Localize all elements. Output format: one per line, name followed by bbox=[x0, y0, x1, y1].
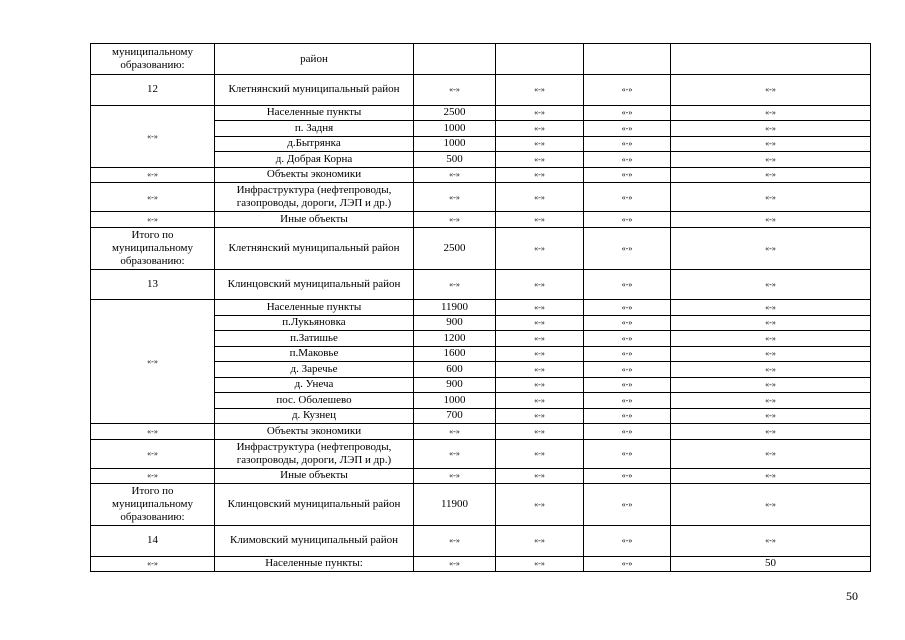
value-cell-1: «-» bbox=[414, 556, 496, 572]
row-number-cell: муниципальному образованию: bbox=[91, 44, 215, 75]
value-cell-1: «-» bbox=[414, 439, 496, 468]
value-cell-3: «-» bbox=[584, 377, 671, 393]
value-cell-3: «-» bbox=[584, 183, 671, 212]
row-number-cell: 12 bbox=[91, 75, 215, 106]
value-cell-3: «-» bbox=[584, 121, 671, 137]
value-cell-2: «-» bbox=[496, 315, 584, 331]
table-row bbox=[91, 424, 871, 440]
value-cell-1: 1200 bbox=[414, 331, 496, 347]
value-cell-3 bbox=[584, 44, 671, 75]
value-cell-3: «-» bbox=[584, 439, 671, 468]
value-cell-1: «-» bbox=[414, 183, 496, 212]
value-cell-4: «-» bbox=[671, 212, 871, 228]
value-cell-2: «-» bbox=[496, 468, 584, 484]
value-cell-4: «-» bbox=[671, 152, 871, 168]
object-name-cell: район bbox=[215, 44, 414, 75]
object-name-cell: Иные объекты bbox=[215, 212, 414, 228]
table-row bbox=[91, 227, 871, 269]
value-cell-2: «-» bbox=[496, 136, 584, 152]
table-row bbox=[91, 105, 871, 121]
table-row bbox=[91, 556, 871, 572]
object-name-cell: Клинцовский муниципальный район bbox=[215, 484, 414, 526]
value-cell-2: «-» bbox=[496, 556, 584, 572]
value-cell-4: «-» bbox=[671, 468, 871, 484]
value-cell-4: «-» bbox=[671, 484, 871, 526]
value-cell-1: «-» bbox=[414, 212, 496, 228]
value-cell-3: «-» bbox=[584, 300, 671, 316]
value-cell-2: «-» bbox=[496, 439, 584, 468]
object-name-cell: Населенные пункты bbox=[215, 300, 414, 316]
table-row bbox=[91, 44, 871, 75]
value-cell-1: 600 bbox=[414, 362, 496, 378]
object-name-cell: Климовский муниципальный район bbox=[215, 526, 414, 557]
value-cell-3: «-» bbox=[584, 227, 671, 269]
value-cell-1: 2500 bbox=[414, 105, 496, 121]
value-cell-1: 900 bbox=[414, 377, 496, 393]
value-cell-4: «-» bbox=[671, 331, 871, 347]
object-name-cell: Населенные пункты: bbox=[215, 556, 414, 572]
table-row bbox=[91, 484, 871, 526]
value-cell-2: «-» bbox=[496, 377, 584, 393]
row-number-cell: «-» bbox=[91, 468, 215, 484]
row-number-cell: «-» bbox=[91, 424, 215, 440]
object-name-cell: п.Лукьяновка bbox=[215, 315, 414, 331]
table-row bbox=[91, 439, 871, 468]
object-name-cell: д. Заречье bbox=[215, 362, 414, 378]
value-cell-3: «-» bbox=[584, 393, 671, 409]
value-cell-2: «-» bbox=[496, 152, 584, 168]
object-name-cell: пос. Оболешево bbox=[215, 393, 414, 409]
value-cell-3: «-» bbox=[584, 212, 671, 228]
value-cell-4: «-» bbox=[671, 346, 871, 362]
value-cell-4: 50 bbox=[671, 556, 871, 572]
value-cell-4: «-» bbox=[671, 136, 871, 152]
value-cell-4: «-» bbox=[671, 424, 871, 440]
value-cell-1: «-» bbox=[414, 75, 496, 106]
object-name-cell: Объекты экономики bbox=[215, 167, 414, 183]
value-cell-3: «-» bbox=[584, 75, 671, 106]
value-cell-3: «-» bbox=[584, 526, 671, 557]
row-number-cell: «-» bbox=[91, 439, 215, 468]
row-number-cell: «-» bbox=[91, 212, 215, 228]
value-cell-4: «-» bbox=[671, 105, 871, 121]
value-cell-2: «-» bbox=[496, 167, 584, 183]
value-cell-1: 900 bbox=[414, 315, 496, 331]
value-cell-2: «-» bbox=[496, 212, 584, 228]
value-cell-1: 500 bbox=[414, 152, 496, 168]
value-cell-2: «-» bbox=[496, 526, 584, 557]
value-cell-3: «-» bbox=[584, 408, 671, 424]
value-cell-1: 700 bbox=[414, 408, 496, 424]
value-cell-2: «-» bbox=[496, 75, 584, 106]
value-cell-2: «-» bbox=[496, 183, 584, 212]
object-name-cell: Клетнянский муниципальный район bbox=[215, 75, 414, 106]
value-cell-3: «-» bbox=[584, 152, 671, 168]
value-cell-3: «-» bbox=[584, 105, 671, 121]
table-row bbox=[91, 526, 871, 557]
value-cell-3: «-» bbox=[584, 269, 671, 300]
object-name-cell: Населенные пункты bbox=[215, 105, 414, 121]
value-cell-4: «-» bbox=[671, 408, 871, 424]
value-cell-3: «-» bbox=[584, 315, 671, 331]
value-cell-4: «-» bbox=[671, 269, 871, 300]
value-cell-4: «-» bbox=[671, 362, 871, 378]
table-body bbox=[91, 44, 871, 572]
value-cell-1: 1000 bbox=[414, 393, 496, 409]
value-cell-2: «-» bbox=[496, 346, 584, 362]
value-cell-4: «-» bbox=[671, 167, 871, 183]
value-cell-1: 2500 bbox=[414, 227, 496, 269]
page-number: 50 bbox=[846, 589, 858, 603]
table-row bbox=[91, 75, 871, 106]
value-cell-2: «-» bbox=[496, 331, 584, 347]
object-name-cell: Инфраструктура (нефтепроводы, газопроводы, дороги, ЛЭП и др.) bbox=[215, 183, 414, 212]
object-name-cell: д. Кузнец bbox=[215, 408, 414, 424]
object-name-cell: Клинцовский муниципальный район bbox=[215, 269, 414, 300]
table-row bbox=[91, 300, 871, 316]
table-row bbox=[91, 269, 871, 300]
row-number-cell: «-» bbox=[91, 556, 215, 572]
value-cell-2: «-» bbox=[496, 393, 584, 409]
object-name-cell: Клетнянский муниципальный район bbox=[215, 227, 414, 269]
table-row bbox=[91, 183, 871, 212]
object-name-cell: д.Бытрянка bbox=[215, 136, 414, 152]
value-cell-1: 1000 bbox=[414, 136, 496, 152]
value-cell-3: «-» bbox=[584, 468, 671, 484]
table-row bbox=[91, 167, 871, 183]
value-cell-1: 1000 bbox=[414, 121, 496, 137]
value-cell-4: «-» bbox=[671, 75, 871, 106]
value-cell-1 bbox=[414, 44, 496, 75]
value-cell-4: «-» bbox=[671, 439, 871, 468]
table-row bbox=[91, 468, 871, 484]
value-cell-2: «-» bbox=[496, 121, 584, 137]
value-cell-1: «-» bbox=[414, 526, 496, 557]
value-cell-4: «-» bbox=[671, 315, 871, 331]
value-cell-1: 11900 bbox=[414, 300, 496, 316]
row-number-cell: «-» bbox=[91, 300, 215, 424]
value-cell-4: «-» bbox=[671, 121, 871, 137]
value-cell-2: «-» bbox=[496, 269, 584, 300]
object-name-cell: п.Маковье bbox=[215, 346, 414, 362]
object-name-cell: п.Затишье bbox=[215, 331, 414, 347]
value-cell-2 bbox=[496, 44, 584, 75]
value-cell-3: «-» bbox=[584, 167, 671, 183]
value-cell-4: «-» bbox=[671, 377, 871, 393]
value-cell-3: «-» bbox=[584, 136, 671, 152]
row-number-cell: Итого по муниципальному образованию: bbox=[91, 484, 215, 526]
value-cell-3: «-» bbox=[584, 556, 671, 572]
row-number-cell: 14 bbox=[91, 526, 215, 557]
value-cell-2: «-» bbox=[496, 227, 584, 269]
value-cell-4: «-» bbox=[671, 393, 871, 409]
table-row bbox=[91, 212, 871, 228]
value-cell-1: «-» bbox=[414, 269, 496, 300]
value-cell-4: «-» bbox=[671, 227, 871, 269]
value-cell-1: «-» bbox=[414, 167, 496, 183]
row-number-cell: «-» bbox=[91, 167, 215, 183]
object-name-cell: Инфраструктура (нефтепроводы, газопроводы, дороги, ЛЭП и др.) bbox=[215, 439, 414, 468]
object-name-cell: Объекты экономики bbox=[215, 424, 414, 440]
object-name-cell: п. Задня bbox=[215, 121, 414, 137]
object-name-cell: д. Добрая Корна bbox=[215, 152, 414, 168]
value-cell-3: «-» bbox=[584, 424, 671, 440]
row-number-cell: «-» bbox=[91, 105, 215, 167]
object-name-cell: Иные объекты bbox=[215, 468, 414, 484]
value-cell-2: «-» bbox=[496, 300, 584, 316]
value-cell-4 bbox=[671, 44, 871, 75]
value-cell-3: «-» bbox=[584, 346, 671, 362]
value-cell-3: «-» bbox=[584, 362, 671, 378]
value-cell-3: «-» bbox=[584, 331, 671, 347]
value-cell-4: «-» bbox=[671, 526, 871, 557]
value-cell-1: 11900 bbox=[414, 484, 496, 526]
row-number-cell: Итого по муниципальному образованию: bbox=[91, 227, 215, 269]
value-cell-2: «-» bbox=[496, 362, 584, 378]
value-cell-1: 1600 bbox=[414, 346, 496, 362]
value-cell-4: «-» bbox=[671, 300, 871, 316]
value-cell-2: «-» bbox=[496, 105, 584, 121]
row-number-cell: 13 bbox=[91, 269, 215, 300]
value-cell-1: «-» bbox=[414, 468, 496, 484]
value-cell-2: «-» bbox=[496, 424, 584, 440]
data-table bbox=[90, 43, 871, 572]
value-cell-3: «-» bbox=[584, 484, 671, 526]
row-number-cell: «-» bbox=[91, 183, 215, 212]
value-cell-4: «-» bbox=[671, 183, 871, 212]
value-cell-2: «-» bbox=[496, 484, 584, 526]
value-cell-1: «-» bbox=[414, 424, 496, 440]
value-cell-2: «-» bbox=[496, 408, 584, 424]
object-name-cell: д. Унеча bbox=[215, 377, 414, 393]
